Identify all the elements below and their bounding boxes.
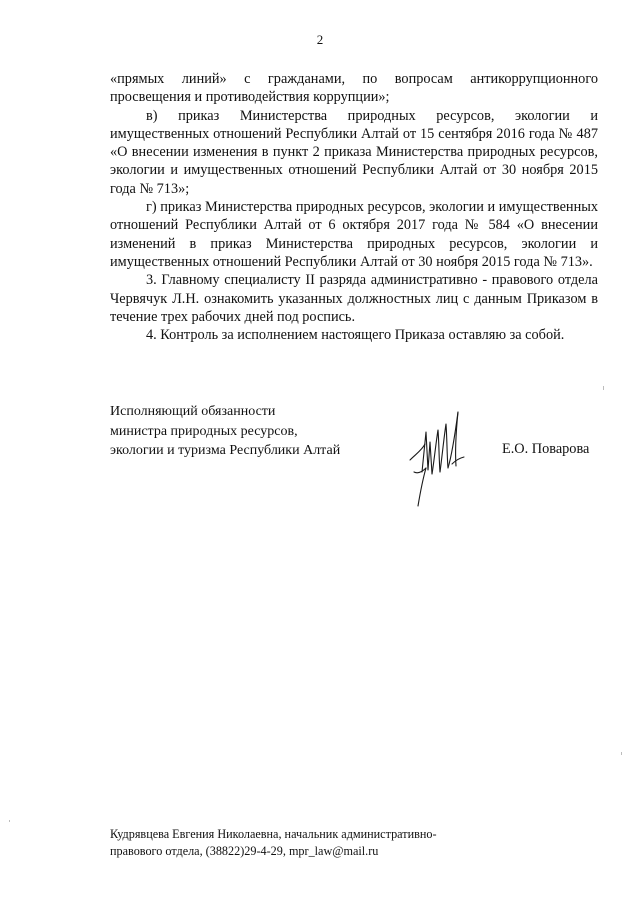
paragraph-continuation: «прямых линий» с гражданами, по вопросам антикоррупционного просвещения и противодействия коррупции»; [110, 71, 598, 106]
scan-mark [9, 820, 10, 822]
signer-title-line: министра природных ресурсов, [110, 423, 298, 439]
page-number: 2 [316, 32, 324, 47]
footer-line: правового отдела, (38822)29-4-29, mpr_law@mail.ru [110, 843, 379, 858]
paragraph-item-v: в) приказ Министерства природных ресурсов, экологии и имущественных отношений Республики Алтай от 15 сентября 2016 года № 487 «О внесении изменения в пункт 2 приказа Министерства природных ресурсов, экологии и имущественных отношений Республики Алтай от 30 ноября 2015 года № 713»; [110, 107, 598, 197]
document-body [110, 70, 598, 344]
footer-contact [110, 826, 437, 860]
signer-title-line: экологии и туризма Республики Алтай [110, 443, 341, 458]
signer-title-line: Исполняющий обязанности [110, 404, 276, 419]
scan-mark [621, 752, 622, 755]
paragraph-item-4: 4. Контроль за исполнением настоящего Приказа оставляю за собой. [146, 327, 565, 344]
signature-block [110, 402, 598, 512]
signer-name: Е.О. Поварова [502, 441, 590, 457]
paragraph-item-3: 3. Главному специалисту II разряда административно - правового отдела Червячук Л.Н. ознакомить указанных должностных лиц с данным Приказом в течение трех рабочих дней под роспись. [110, 272, 598, 325]
footer-line: Кудрявцева Евгения Николаевна, начальник административно- [110, 827, 437, 841]
signer-title [110, 402, 340, 461]
paragraph-item-g: г) приказ Министерства природных ресурсов, экологии и имущественных отношений Республики Алтай от 6 октября 2017 года № 584 «О внесении изменений в приказ Министерства природных ресурсов, экологии и имущественных отношений Республики Алтай от 30 ноября 2015 года № 713». [110, 199, 598, 270]
scan-mark [603, 386, 604, 390]
handwritten-signature [392, 402, 472, 512]
